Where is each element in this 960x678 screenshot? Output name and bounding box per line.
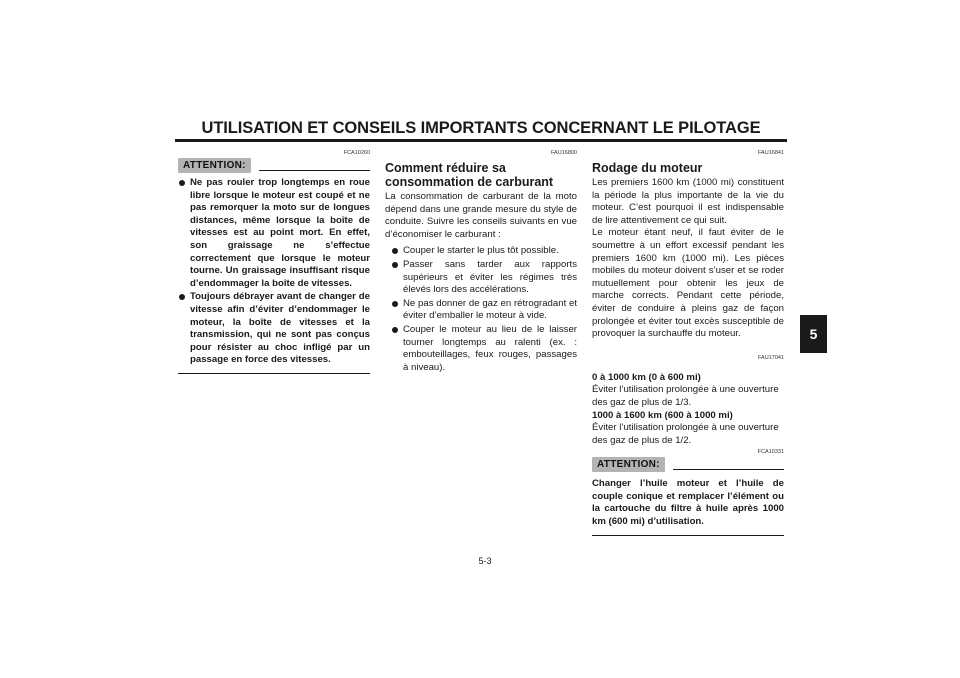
attention-end-rule bbox=[592, 535, 784, 537]
header-rule bbox=[175, 139, 787, 142]
subsection-title: 1000 à 1600 km (600 à 1000 mi) bbox=[592, 409, 733, 421]
list-item-text: Ne pas donner de gaz en rétrogradant et éviter d’emballer le moteur à vide. bbox=[403, 297, 577, 322]
list-item bbox=[391, 298, 577, 323]
bullet-icon bbox=[392, 248, 398, 254]
section-heading: Rodage du moteur bbox=[592, 161, 703, 175]
attention-header bbox=[592, 457, 784, 472]
bullet-icon bbox=[179, 294, 185, 300]
bullet-icon bbox=[392, 327, 398, 333]
list-item-text: Passer sans tarder aux rapports supérieurs et éviter les régimes très élevés lors des accélérations. bbox=[403, 258, 577, 296]
list-item-text: Couper le moteur au lieu de le laisser tourner longtemps au ralenti (ex. : embouteillages, feux rouges, passages à niveau). bbox=[403, 323, 577, 373]
page-number: 5-3 bbox=[478, 556, 492, 566]
page-header-title: UTILISATION ET CONSEILS IMPORTANTS CONCERNANT LE PILOTAGE bbox=[201, 119, 761, 137]
list-item bbox=[391, 324, 577, 374]
attention-badge: ATTENTION: bbox=[178, 158, 251, 173]
reference-code: FAU17041 bbox=[758, 354, 784, 361]
paragraph: Les premiers 1600 km (1000 mi) constituent la période la plus importante de la vie du moteur. C’est pourquoi il est indispensable de lire attentivement ce qui suit. bbox=[592, 177, 784, 226]
column-middle bbox=[385, 150, 577, 375]
list-item bbox=[391, 259, 577, 297]
bullet-icon bbox=[179, 180, 185, 186]
attention-text: Changer l’huile moteur et l’huile de couple conique et remplacer l’élément ou la cartouche du filtre à huile après 1000 km (600 mi) d’utilisation. bbox=[592, 478, 784, 528]
paragraph: Le moteur étant neuf, il faut éviter de le soumettre à un effort excessif pendant les premiers 1600 km (1000 mi). Les pièces mobiles du moteur doivent s’user et se roder mutuellement pour obtenir les jeux de marche corrects. Pendant cette période, éviter de conduire à pleins gaz de façon prolongée et éviter tout excès susceptible de provoquer la surchauffe du moteur. bbox=[592, 227, 784, 340]
list-item bbox=[178, 291, 370, 367]
attention-rule bbox=[673, 469, 784, 470]
attention-list bbox=[178, 177, 370, 367]
list-item-text: Toujours débrayer avant de changer de vitesse afin d’éviter d’endommager le moteur, la boîte de vitesses et la transmission, qui ne sont pas conçus pour résister au choc infligé par un passage en force des vitesses. bbox=[190, 291, 370, 366]
attention-end-rule bbox=[178, 373, 370, 375]
tips-list bbox=[391, 245, 577, 374]
bullet-icon bbox=[392, 301, 398, 307]
reference-code: FCA10260 bbox=[343, 150, 370, 156]
attention-rule bbox=[259, 170, 370, 171]
intro-paragraph: La consommation de carburant de la moto dépend dans une grande mesure du style de conduite. Suivre les conseils suivants en vue d’économiser le carburant : bbox=[385, 191, 577, 240]
attention-badge: ATTENTION: bbox=[592, 457, 665, 472]
column-right bbox=[592, 150, 784, 536]
list-item-text: Couper le starter le plus tôt possible. bbox=[403, 245, 559, 257]
reference-code: FCA10331 bbox=[757, 449, 784, 456]
column-left bbox=[178, 150, 370, 374]
reference-code: FAU16841 bbox=[758, 150, 784, 156]
reference-code: FAU16800 bbox=[551, 150, 577, 156]
list-item bbox=[391, 245, 577, 258]
section-heading: Comment réduire sa consommation de carburant bbox=[385, 161, 554, 189]
list-item bbox=[178, 177, 370, 290]
attention-header bbox=[178, 158, 370, 173]
subsection-text: Éviter l’utilisation prolongée à une ouverture des gaz de plus de 1/2. bbox=[592, 422, 779, 446]
list-item-text: Ne pas rouler trop longtemps en roue libre lorsque le moteur est coupé et ne pas remorquer la moto sur de longues distances, même lorsque la boîte de vitesses est au point mort. En effet, son graissage ne s’effectue correctement que lorsque le moteur tourne. Un graissage insuffisant risque d’endommager la boîte de vitesses. bbox=[190, 177, 370, 289]
subsection-title: 0 à 1000 km (0 à 600 mi) bbox=[592, 371, 701, 383]
subsection-text: Éviter l’utilisation prolongée à une ouverture des gaz de plus de 1/3. bbox=[592, 384, 779, 408]
chapter-tab: 5 bbox=[800, 315, 827, 353]
bullet-icon bbox=[392, 262, 398, 268]
